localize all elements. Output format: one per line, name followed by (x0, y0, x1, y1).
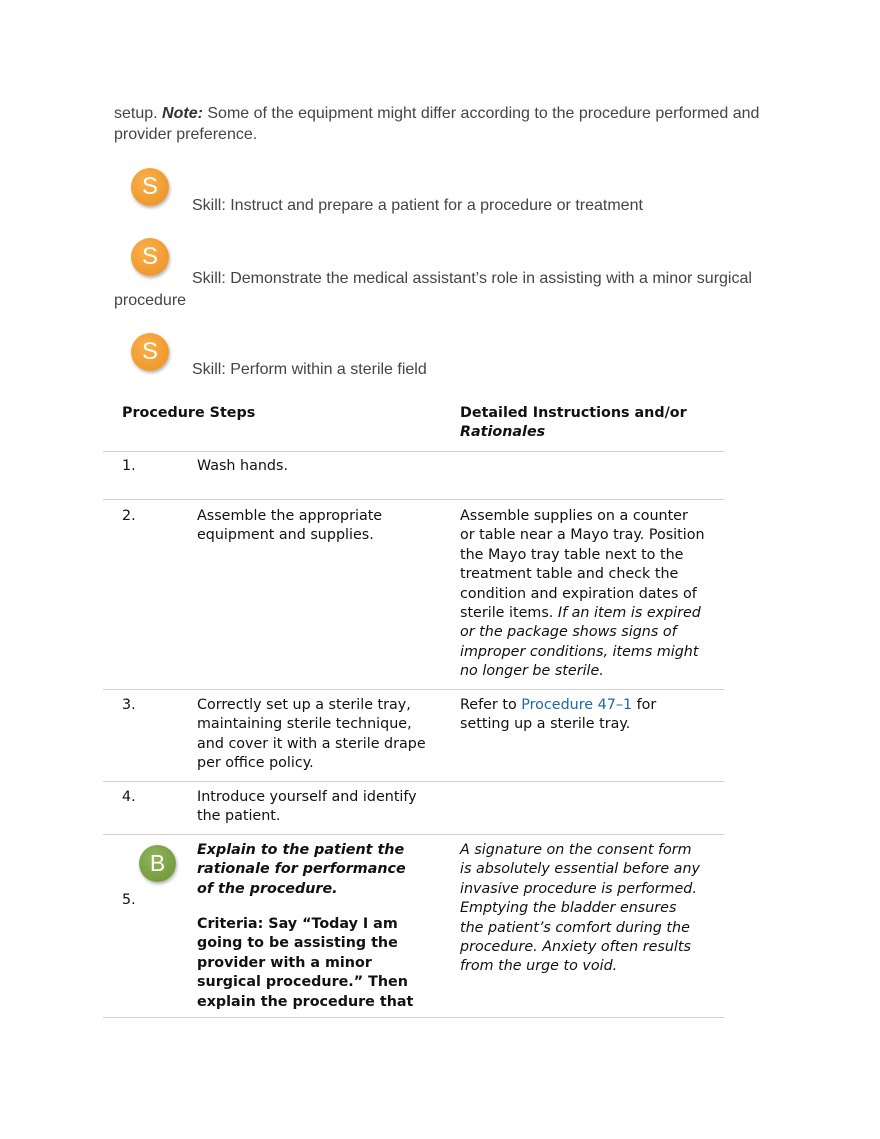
detail-italic: If an item is expired or the package shows signs of improper conditions, items might no longer be sterile. (460, 605, 701, 680)
b-badge-icon: B (139, 845, 176, 882)
skill-badge-icon: S (131, 168, 169, 206)
step-detail: A signature on the consent form is absolutely essential before any invasive procedure is performed. Emptying the bladder ensures the patient’s comfort during the procedure. Anxiety often results from the urge to void. (460, 842, 700, 975)
step-text: Explain to the patient the rationale for performance of the procedure. (197, 842, 406, 897)
row-divider (103, 499, 724, 500)
intro-text: Some of the equipment might differ according to the procedure performed and provider preference. (114, 105, 760, 143)
detail-text: Assemble supplies on a counter or table near a Mayo tray. Position the Mayo tray table next to the treatment table and check the condition and expiration dates of sterile items. (460, 508, 705, 622)
header-steps: Procedure Steps (122, 405, 256, 421)
header-details-text: Detailed Instructions and/or (460, 405, 687, 421)
intro-prefix: setup. (114, 105, 163, 122)
row-divider (103, 1017, 724, 1018)
step-detail (460, 696, 690, 735)
procedure-link[interactable]: Procedure 47–1 (521, 697, 633, 713)
detail-suffix: for setting up a sterile tray. (460, 697, 657, 733)
skill-badge-icon: S (131, 333, 169, 371)
row-divider (103, 781, 724, 782)
skill-text: Skill: Instruct and prepare a patient for a procedure or treatment (192, 197, 643, 214)
header-details (460, 404, 710, 443)
header-details-italic: Rationales (460, 424, 546, 441)
note-label: Note: (162, 105, 203, 122)
skill-text: Skill: Demonstrate the medical assistant’s role in assisting with a minor surgical procedure (114, 270, 752, 309)
skill-text: Skill: Perform within a sterile field (192, 361, 427, 378)
row-divider (103, 451, 724, 452)
row-divider (103, 689, 724, 690)
step-text: Assemble the appropriate equipment and supplies. (197, 508, 383, 544)
step-detail (460, 507, 705, 682)
intro-paragraph (114, 103, 774, 145)
skill-badge-icon: S (131, 238, 169, 276)
step-number: 2. (122, 508, 136, 524)
step-text: Introduce yourself and identify the patient. (197, 789, 417, 825)
step-criteria: Criteria: Say “Today I am going to be assisting the provider with a minor surgical procedure.” Then explain the procedure that (197, 916, 414, 1010)
step-number: 1. (122, 458, 136, 474)
step-number: 5. (122, 892, 136, 908)
detail-prefix: Refer to (460, 697, 522, 713)
row-divider (103, 834, 724, 835)
step-number: 3. (122, 697, 136, 713)
step-text: Wash hands. (197, 458, 288, 474)
step-text: Correctly set up a sterile tray, maintaining sterile technique, and cover it with a sterile drape per office policy. (197, 697, 426, 772)
step-number: 4. (122, 789, 136, 805)
